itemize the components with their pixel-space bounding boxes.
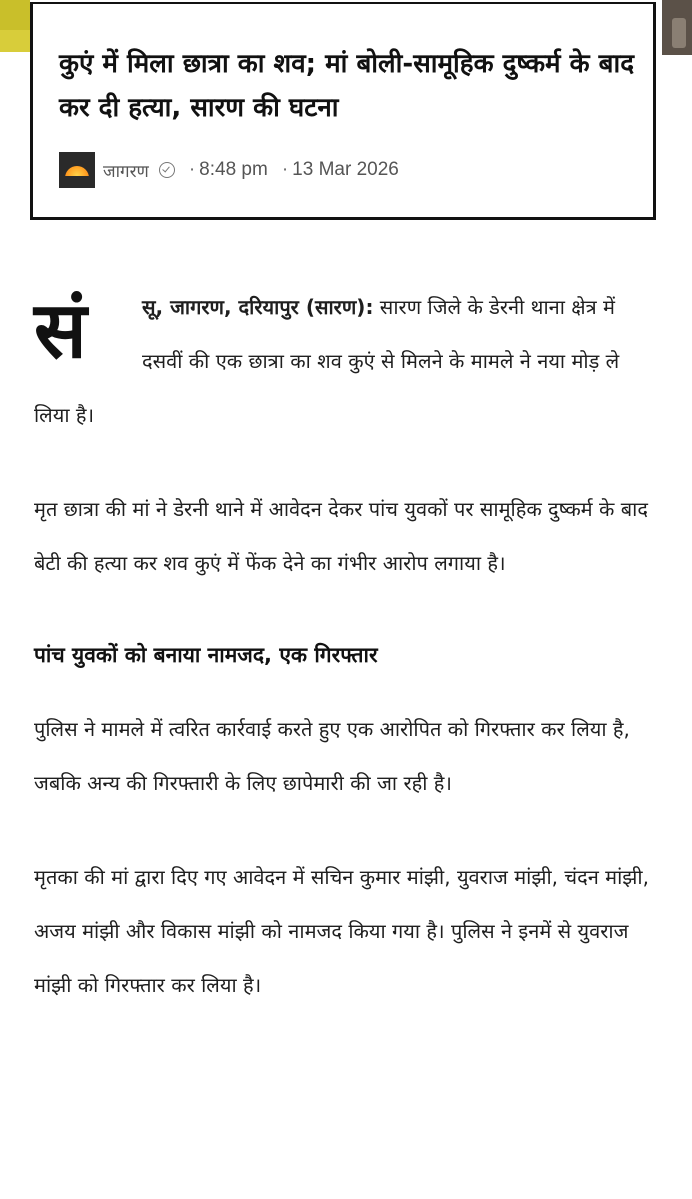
paragraph-2: पुलिस ने मामले में त्वरित कार्रवाई करते हुए एक आरोपित को गिरफ्तार कर लिया है, जबकि अन्य की गिरफ्तारी के लिए छापेमारी की जा रही है। <box>34 717 630 795</box>
paragraph-3: मृतका की मां द्वारा दिए गए आवेदन में सचिन कुमार मांझी, युवराज मांझी, चंदन मांझी, अजय मांझी और विकास मांझी को नामजद किया गया है। पुलिस ने इनमें से युवराज मांझी को गिरफ्तार कर लिया है। <box>34 865 649 997</box>
cropped-image-left <box>0 0 30 52</box>
article-body <box>34 280 652 1012</box>
paragraph-1: मृत छात्रा की मां ने डेरनी थाने में आवेदन देकर पांच युवकों पर सामूहिक दुष्कर्म के बाद बेटी की हत्या कर शव कुएं में फेंक देने का गंभीर आरोप लगाया है। <box>34 497 648 575</box>
verified-check-icon <box>159 162 175 178</box>
headline-meta <box>59 152 653 188</box>
lead-text: सारण जिले के डेरनी थाना क्षेत्र में दसवीं की एक छात्रा का शव कुएं से मिलने के मामले ने नया मोड़ ले लिया है। <box>34 295 620 427</box>
separator-dot: · <box>188 159 196 180</box>
publish-date: 13 Mar 2026 <box>292 159 399 180</box>
subheading: पांच युवकों को बनाया नामजद, एक गिरफ्तार <box>34 643 378 667</box>
publish-time: 8:48 pm <box>199 159 268 180</box>
jagran-sun-logo-icon[interactable] <box>59 152 95 188</box>
cropped-image-right <box>662 0 692 55</box>
headline-title[interactable]: कुएं में मिला छात्रा का शव; मां बोली-सामूहिक दुष्कर्म के बाद कर दी हत्या, सारण की घटना <box>59 49 635 123</box>
dateline: सू, जागरण, दरियापुर (सारण): <box>142 295 374 319</box>
source-name[interactable]: जागरण <box>103 161 149 182</box>
drop-cap: सं <box>34 286 87 376</box>
lead-paragraph <box>34 280 652 442</box>
separator-dot: · <box>281 159 289 180</box>
headline-card[interactable] <box>30 2 656 220</box>
